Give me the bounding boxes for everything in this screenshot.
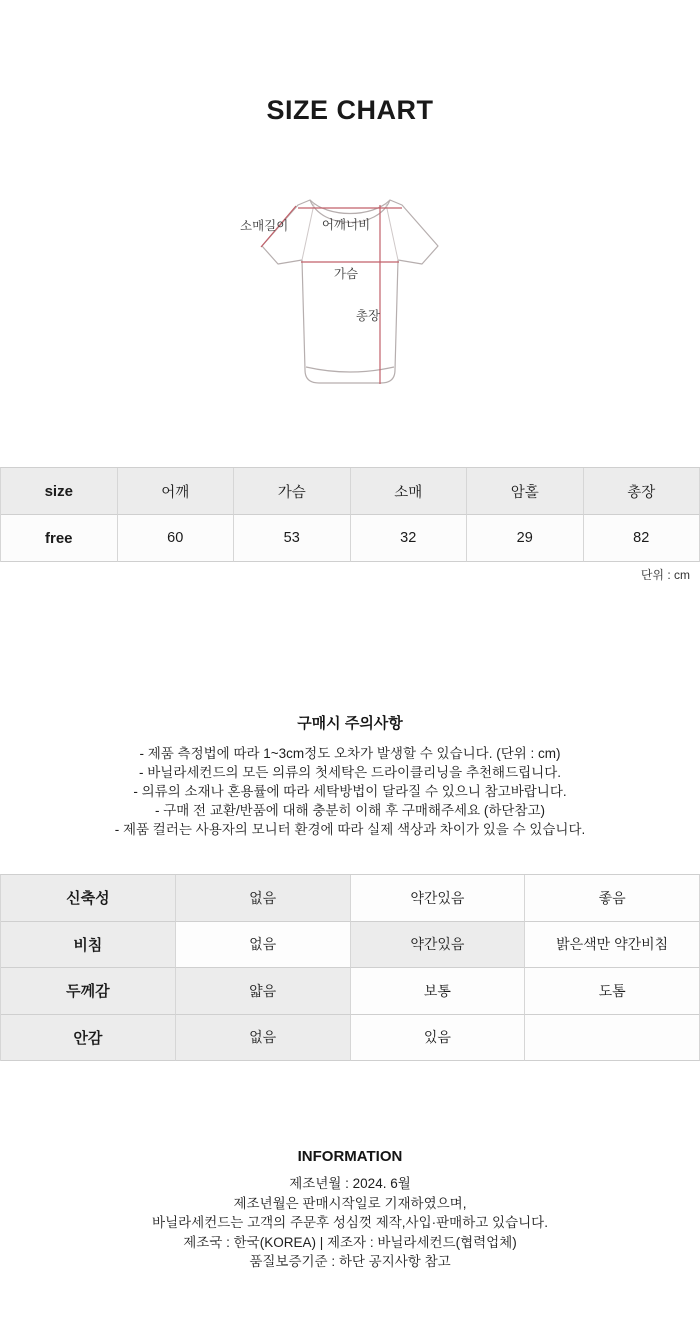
fabric-option-cell: 없음 [176,1015,351,1062]
fabric-option-cell: 도톰 [525,968,700,1015]
fabric-option-cell: 얇음 [176,968,351,1015]
purchase-notice [0,712,700,839]
fabric-row-label-sheerness: 비침 [1,922,176,969]
size-table [0,467,700,562]
size-table-cell-sleeve: 32 [351,515,468,562]
fabric-option-cell: 밝은색만 약간비침 [525,922,700,969]
size-table-cell-armhole: 29 [467,515,584,562]
size-diagram [238,188,462,400]
information-section [0,1148,700,1272]
notice-line: - 제품 컬러는 사용자의 모니터 환경에 따라 실제 색상과 차이가 있을 수 있습니다. [114,822,586,837]
fabric-row-label-lining: 안감 [1,1015,176,1062]
size-table-header-chest: 가슴 [234,468,351,515]
information-line: 바닐라세컨드는 고객의 주문후 성심껏 제작,사입·판매하고 있습니다. [152,1215,548,1230]
shoulder-width-label: 어깨너비 [321,218,371,232]
notice-line: - 제품 측정법에 따라 1~3cm정도 오차가 발생할 수 있습니다. (단위 : cm) [139,746,561,761]
fabric-option-cell: 약간있음 [351,922,526,969]
fabric-table [0,874,700,1061]
fabric-option-cell: 좋음 [525,875,700,922]
fabric-option-cell: 보통 [351,968,526,1015]
notice-line: - 의류의 소재나 혼용률에 따라 세탁방법이 달라질 수 있으니 참고바랍니다. [133,784,567,799]
size-table-cell-chest: 53 [234,515,351,562]
fabric-option-cell: 없음 [176,875,351,922]
size-table-cell-length: 82 [584,515,700,562]
notice-title: 구매시 주의사항 [297,715,403,732]
size-table-header-size: size [1,468,118,515]
information-line: 제조국 : 한국(KOREA) | 제조자 : 바닐라세컨드(협력업체) [183,1234,517,1250]
fabric-option-cell [525,1015,700,1062]
information-line: 품질보증기준 : 하단 공지사항 참고 [249,1254,451,1269]
information-line: 제조년월 : 2024. 6월 [289,1176,411,1191]
information-line: 제조년월은 판매시작일로 기재하였으며, [233,1195,467,1211]
page-title: SIZE CHART [266,95,434,125]
fabric-option-cell: 약간있음 [351,875,526,922]
length-label: 총장 [355,309,381,323]
fabric-row-label-thickness: 두께감 [1,968,176,1015]
information-title: INFORMATION [297,1148,403,1165]
chest-label: 가슴 [333,267,359,281]
size-table-header-sleeve: 소매 [351,468,468,515]
size-table-header-length: 총장 [584,468,700,515]
notice-line: - 바닐라세컨드의 모든 의류의 첫세탁은 드라이클리닝을 추천해드립니다. [139,765,561,780]
size-table-cell-shoulder: 60 [118,515,235,562]
fabric-option-cell: 없음 [176,922,351,969]
size-table-cell-size: free [1,515,118,562]
fabric-row-label-stretch: 신축성 [1,875,176,922]
fabric-option-cell: 있음 [351,1015,526,1062]
notice-line: - 구매 전 교환/반품에 대해 충분히 이해 후 구매해주세요 (하단참고) [154,803,546,818]
size-table-header-armhole: 암홀 [467,468,584,515]
unit-note: 단위 : cm [640,568,690,582]
sleeve-length-label: 소매길이 [240,219,289,233]
size-table-header-shoulder: 어깨 [118,468,235,515]
